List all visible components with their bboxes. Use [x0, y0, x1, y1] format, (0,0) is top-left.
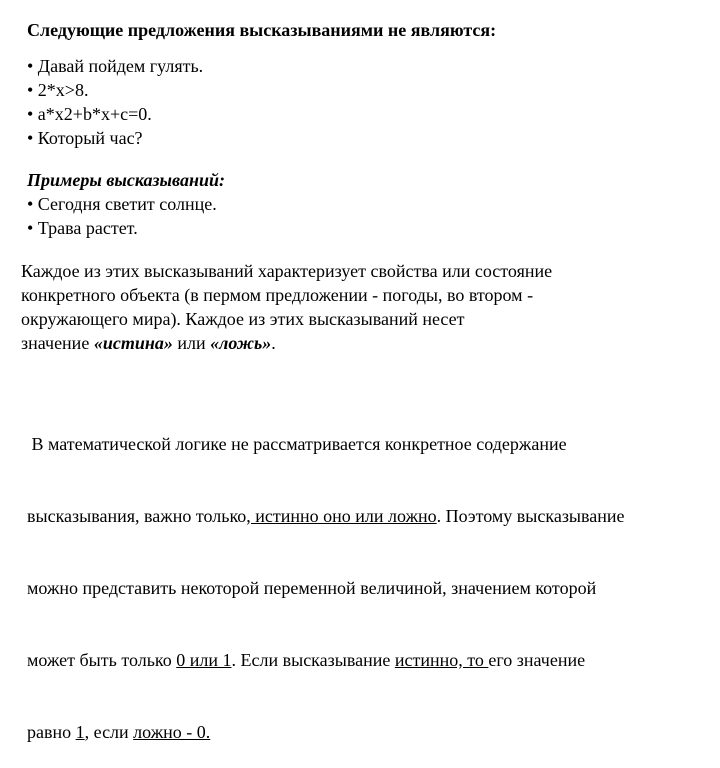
- text-fragment: высказывания, важно только: [27, 506, 247, 526]
- underlined-text: ложно - 0.: [133, 722, 211, 742]
- paragraph-line: [27, 648, 625, 672]
- paragraph-characterization: [21, 259, 552, 355]
- list-item: • Который час?: [27, 128, 143, 148]
- underlined-text: , истинно оно или ложно: [246, 506, 437, 526]
- text-fragment: его значение: [488, 650, 586, 670]
- text-fragment: , если: [84, 722, 134, 742]
- underlined-text: 1: [75, 722, 85, 742]
- paragraph-line: конкретного объекта (в пермом предложении - погоды, во втором -: [21, 285, 534, 305]
- text-fragment: . Поэтому высказывание: [436, 506, 625, 526]
- text-fragment: равно: [27, 722, 76, 742]
- list-item: • Давай пойдем гулять.: [27, 56, 204, 76]
- underlined-text: 0 или 1: [176, 650, 232, 670]
- list-item: • Сегодня светит солнце.: [27, 194, 217, 214]
- examples-heading: Примеры высказываний:: [27, 170, 225, 190]
- paragraph-line: [21, 331, 552, 355]
- paragraph-math-logic: [27, 384, 625, 768]
- heading-non-statements: Следующие предложения высказываниями не являются:: [27, 20, 497, 40]
- emphasis-true: «истина»: [93, 333, 173, 353]
- text-fragment: .: [271, 333, 276, 353]
- list-item: • 2*x>8.: [27, 80, 89, 100]
- paragraph-line: [27, 720, 625, 744]
- text-fragment: может быть только: [27, 650, 177, 670]
- text-fragment: или: [172, 333, 211, 353]
- examples-block: [27, 168, 225, 240]
- paragraph-line: окружающего мира). Каждое из этих высказываний несет: [21, 309, 465, 329]
- text-fragment: . Если высказывание: [231, 650, 395, 670]
- list-item: • Трава растет.: [27, 218, 138, 238]
- paragraph-line: В математической логике не рассматривается конкретное содержание: [27, 434, 567, 454]
- paragraph-line: можно представить некоторой переменной величиной, значением которой: [27, 578, 597, 598]
- list-item: • a*x2+b*x+c=0.: [27, 104, 152, 124]
- text-fragment: значение: [21, 333, 94, 353]
- paragraph-line: Каждое из этих высказываний характеризует свойства или состояние: [21, 261, 553, 281]
- paragraph-line: [27, 504, 625, 528]
- emphasis-false: «ложь»: [210, 333, 272, 353]
- underlined-text: истинно, то: [394, 650, 489, 670]
- non-statements-list: [27, 54, 203, 150]
